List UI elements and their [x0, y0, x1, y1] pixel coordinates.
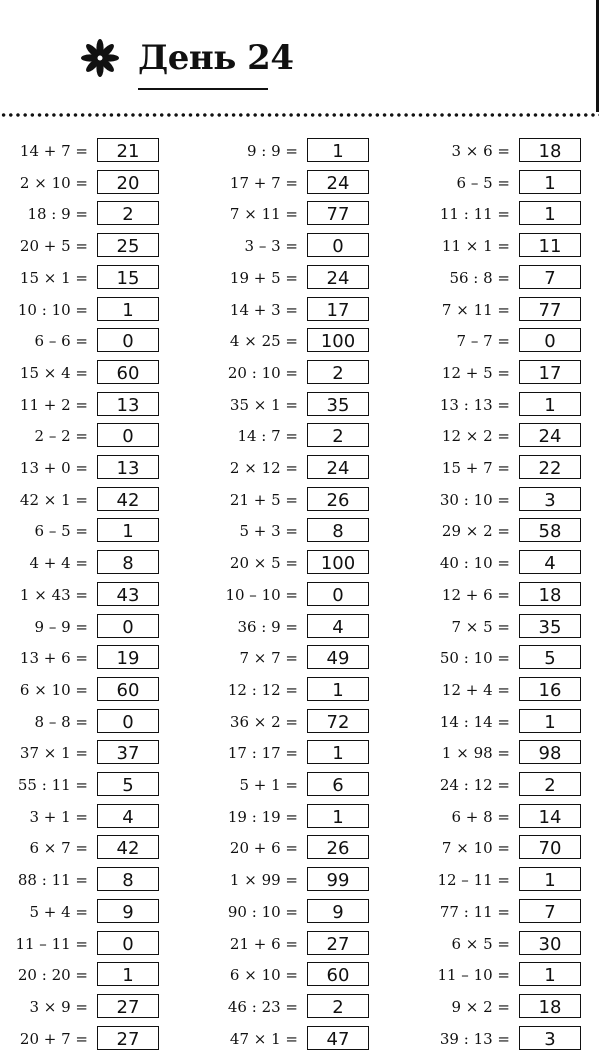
- exercise-row: [422, 929, 592, 957]
- exercise-expression: 1 × 98 =: [441, 744, 510, 763]
- exercise-row: [210, 453, 380, 481]
- exercise-expression: 35 × 1 =: [229, 395, 298, 414]
- exercise-expression: 47 × 1 =: [229, 1029, 298, 1048]
- exercise-row: [0, 929, 170, 957]
- exercise-expression: 3 × 9 =: [29, 997, 88, 1016]
- exercise-expression: 6 × 10 =: [229, 966, 298, 985]
- exercise-row: [422, 580, 592, 608]
- exercise-expression: 14 + 7 =: [19, 142, 88, 160]
- answer-box[interactable]: 30: [519, 931, 581, 955]
- exercise-row: [422, 675, 592, 703]
- exercise-row: [210, 516, 380, 544]
- answer-box[interactable]: 15: [97, 265, 159, 289]
- exercise-expression: 50 : 10 =: [439, 649, 510, 668]
- exercise-expression: 40 : 10 =: [439, 554, 510, 573]
- answer-box[interactable]: 37: [97, 740, 159, 764]
- exercise-expression: 14 : 7 =: [237, 427, 298, 446]
- exercise-expression: 15 + 7 =: [441, 459, 510, 477]
- exercise-expression: 12 + 4 =: [441, 680, 510, 699]
- exercise-expression: 19 : 19 =: [227, 807, 298, 826]
- exercise-row: [0, 897, 170, 925]
- answer-box[interactable]: 25: [97, 233, 159, 257]
- exercise-expression: 5 + 3 =: [239, 522, 298, 541]
- exercise-row: [0, 580, 170, 608]
- exercise-row: [210, 199, 380, 227]
- exercise-row: [422, 770, 592, 798]
- exercise-row: [0, 390, 170, 418]
- dotted-divider: [0, 112, 599, 118]
- answer-box[interactable]: 1: [307, 677, 369, 701]
- answer-box[interactable]: 1: [519, 392, 581, 416]
- exercise-expression: 36 : 9 =: [237, 617, 298, 636]
- exercise-row: [422, 263, 592, 291]
- exercise-row: [210, 929, 380, 957]
- answer-box[interactable]: 8: [97, 867, 159, 891]
- exercise-expression: 39 : 13 =: [439, 1029, 510, 1048]
- answer-box[interactable]: 1: [307, 804, 369, 828]
- exercise-expression: 55 : 11 =: [17, 776, 88, 794]
- title-underline: [138, 88, 268, 90]
- exercise-expression: 4 × 25 =: [229, 332, 298, 351]
- exercise-row: [210, 897, 380, 925]
- exercise-expression: 12 + 6 =: [441, 585, 510, 604]
- exercise-row: [422, 612, 592, 640]
- answer-box[interactable]: 0: [97, 614, 159, 638]
- exercise-expression: 6 – 5 =: [34, 522, 88, 541]
- answer-box[interactable]: 27: [97, 1026, 159, 1050]
- answer-box[interactable]: 8: [97, 550, 159, 574]
- answer-box[interactable]: 18: [519, 582, 581, 606]
- exercise-expression: 20 + 6 =: [229, 839, 298, 858]
- exercise-expression: 77 : 11 =: [439, 902, 510, 921]
- answer-box[interactable]: 2: [519, 772, 581, 796]
- exercise-row: [0, 738, 170, 766]
- exercise-expression: 20 : 20 =: [17, 966, 88, 985]
- answer-box[interactable]: 16: [519, 677, 581, 701]
- exercise-row: [210, 865, 380, 893]
- answer-box[interactable]: 24: [307, 265, 369, 289]
- exercise-expression: 7 × 11 =: [441, 300, 510, 319]
- answer-box[interactable]: 27: [307, 931, 369, 955]
- answer-box[interactable]: 0: [97, 328, 159, 352]
- answer-box[interactable]: 20: [97, 170, 159, 194]
- exercise-row: [0, 992, 170, 1020]
- exercise-expression: 21 + 6 =: [229, 934, 298, 953]
- exercise-row: [422, 643, 592, 671]
- exercise-row: [210, 833, 380, 861]
- answer-box[interactable]: 60: [97, 677, 159, 701]
- exercise-row: [0, 168, 170, 196]
- answer-box[interactable]: 13: [97, 455, 159, 479]
- answer-box[interactable]: 4: [307, 614, 369, 638]
- answer-box[interactable]: 5: [519, 645, 581, 669]
- exercise-row: [0, 960, 170, 988]
- exercise-expression: 18 : 9 =: [27, 205, 88, 224]
- exercise-row: [422, 802, 592, 830]
- exercise-row: [0, 295, 170, 323]
- exercise-expression: 3 – 3 =: [244, 237, 298, 256]
- exercise-row: [422, 199, 592, 227]
- exercise-row: [210, 326, 380, 354]
- exercise-row: [0, 1024, 170, 1052]
- exercise-expression: 37 × 1 =: [19, 744, 88, 763]
- exercise-row: [422, 897, 592, 925]
- answer-box[interactable]: 7: [519, 899, 581, 923]
- exercise-expression: 90 : 10 =: [227, 902, 298, 921]
- answer-box[interactable]: 1: [97, 962, 159, 986]
- answer-box[interactable]: 100: [307, 550, 369, 574]
- answer-box[interactable]: 42: [97, 487, 159, 511]
- exercise-row: [0, 231, 170, 259]
- answer-box[interactable]: 99: [307, 867, 369, 891]
- answer-box[interactable]: 19: [97, 645, 159, 669]
- exercise-row: [210, 770, 380, 798]
- exercise-expression: 12 : 12 =: [227, 680, 298, 699]
- exercise-row: [0, 485, 170, 513]
- exercise-row: [0, 453, 170, 481]
- answer-box[interactable]: 60: [97, 360, 159, 384]
- exercise-row: [0, 136, 170, 164]
- answer-box[interactable]: 2: [307, 360, 369, 384]
- exercise-row: [422, 326, 592, 354]
- answer-box[interactable]: 1: [97, 297, 159, 321]
- answer-box[interactable]: 5: [97, 772, 159, 796]
- answer-box[interactable]: 1: [307, 740, 369, 764]
- exercise-expression: 2 – 2 =: [34, 427, 88, 446]
- exercise-row: [422, 738, 592, 766]
- exercise-expression: 9 – 9 =: [34, 617, 88, 636]
- answer-box[interactable]: 1: [519, 201, 581, 225]
- exercise-row: [422, 960, 592, 988]
- exercise-expression: 42 × 1 =: [19, 490, 88, 509]
- exercise-expression: 17 : 17 =: [227, 744, 298, 763]
- exercise-row: [210, 1024, 380, 1052]
- exercise-row: [422, 992, 592, 1020]
- exercise-expression: 13 : 13 =: [439, 395, 510, 414]
- answer-box[interactable]: 24: [307, 170, 369, 194]
- exercise-expression: 1 × 99 =: [229, 871, 298, 890]
- exercise-expression: 20 + 7 =: [19, 1029, 88, 1048]
- exercise-row: [210, 231, 380, 259]
- exercise-row: [0, 516, 170, 544]
- answer-box[interactable]: 60: [307, 962, 369, 986]
- exercise-expression: 56 : 8 =: [449, 268, 510, 287]
- exercise-row: [0, 612, 170, 640]
- exercise-row: [0, 326, 170, 354]
- answer-box[interactable]: 58: [519, 518, 581, 542]
- exercise-row: [210, 992, 380, 1020]
- exercise-expression: 2 × 10 =: [19, 173, 88, 192]
- page-header: [0, 0, 599, 112]
- answer-box[interactable]: 26: [307, 835, 369, 859]
- exercise-grid: [0, 136, 599, 1056]
- answer-box[interactable]: 1: [519, 170, 581, 194]
- exercise-expression: 2 × 12 =: [229, 459, 298, 477]
- exercise-expression: 8 – 8 =: [34, 712, 88, 731]
- exercise-expression: 15 × 1 =: [19, 268, 88, 287]
- answer-box[interactable]: 6: [307, 772, 369, 796]
- exercise-expression: 20 : 10 =: [227, 363, 298, 382]
- answer-box[interactable]: 77: [307, 201, 369, 225]
- answer-box[interactable]: 35: [519, 614, 581, 638]
- answer-box[interactable]: 100: [307, 328, 369, 352]
- exercise-row: [210, 802, 380, 830]
- answer-box[interactable]: 3: [519, 1026, 581, 1050]
- exercise-expression: 12 × 2 =: [441, 427, 510, 446]
- exercise-expression: 11 : 11 =: [439, 205, 510, 224]
- exercise-expression: 7 × 5 =: [451, 617, 510, 636]
- exercise-row: [422, 516, 592, 544]
- answer-box[interactable]: 9: [307, 899, 369, 923]
- exercise-row: [422, 421, 592, 449]
- answer-box[interactable]: 4: [519, 550, 581, 574]
- exercise-expression: 1 × 43 =: [19, 585, 88, 604]
- exercise-expression: 11 – 10 =: [437, 966, 510, 985]
- exercise-expression: 29 × 2 =: [441, 522, 510, 541]
- answer-box[interactable]: 14: [519, 804, 581, 828]
- exercise-row: [422, 358, 592, 386]
- exercise-row: [422, 295, 592, 323]
- exercise-expression: 12 – 11 =: [437, 871, 510, 890]
- answer-box[interactable]: 0: [307, 582, 369, 606]
- answer-box[interactable]: 8: [307, 518, 369, 542]
- exercise-expression: 20 + 5 =: [19, 237, 88, 256]
- exercise-row: [0, 421, 170, 449]
- answer-box[interactable]: 2: [97, 201, 159, 225]
- exercise-expression: 12 + 5 =: [441, 363, 510, 382]
- exercise-expression: 6 + 8 =: [451, 807, 510, 826]
- exercise-row: [422, 1024, 592, 1052]
- exercise-expression: 20 × 5 =: [229, 554, 298, 573]
- exercise-row: [210, 136, 380, 164]
- exercise-expression: 14 + 3 =: [229, 300, 298, 319]
- answer-box[interactable]: 11: [519, 233, 581, 257]
- exercise-row: [210, 295, 380, 323]
- answer-box[interactable]: 22: [519, 455, 581, 479]
- exercise-expression: 15 × 4 =: [19, 363, 88, 382]
- answer-box[interactable]: 1: [519, 962, 581, 986]
- exercise-row: [210, 168, 380, 196]
- exercise-row: [422, 548, 592, 576]
- answer-box[interactable]: 13: [97, 392, 159, 416]
- answer-box[interactable]: 24: [519, 423, 581, 447]
- exercise-expression: 5 + 4 =: [29, 902, 88, 921]
- exercise-row: [210, 738, 380, 766]
- exercise-expression: 46 : 23 =: [227, 997, 298, 1016]
- exercise-expression: 3 + 1 =: [29, 807, 88, 826]
- answer-box[interactable]: 1: [97, 518, 159, 542]
- exercise-row: [210, 643, 380, 671]
- exercise-row: [210, 485, 380, 513]
- answer-box[interactable]: 2: [307, 994, 369, 1018]
- exercise-row: [210, 675, 380, 703]
- answer-box[interactable]: 18: [519, 994, 581, 1018]
- exercise-row: [210, 421, 380, 449]
- exercise-expression: 30 : 10 =: [439, 490, 510, 509]
- answer-box[interactable]: 9: [97, 899, 159, 923]
- exercise-row: [0, 199, 170, 227]
- exercise-expression: 14 : 14 =: [439, 712, 510, 731]
- exercise-row: [0, 643, 170, 671]
- exercise-row: [0, 707, 170, 735]
- exercise-row: [422, 707, 592, 735]
- answer-box[interactable]: 0: [519, 328, 581, 352]
- exercise-row: [210, 390, 380, 418]
- exercise-row: [422, 865, 592, 893]
- exercise-row: [210, 960, 380, 988]
- exercise-row: [0, 675, 170, 703]
- exercise-expression: 13 + 0 =: [19, 459, 88, 477]
- answer-box[interactable]: 24: [307, 455, 369, 479]
- exercise-expression: 10 : 10 =: [17, 300, 88, 319]
- exercise-expression: 11 – 11 =: [15, 934, 88, 953]
- exercise-expression: 6 – 5 =: [456, 173, 510, 192]
- exercise-expression: 36 × 2 =: [229, 712, 298, 731]
- exercise-expression: 88 : 11 =: [17, 871, 88, 890]
- asterisk-flower-icon: [80, 38, 120, 78]
- exercise-expression: 9 × 2 =: [451, 997, 510, 1016]
- exercise-expression: 19 + 5 =: [229, 268, 298, 287]
- exercise-row: [422, 453, 592, 481]
- exercise-expression: 6 × 10 =: [19, 680, 88, 699]
- answer-box[interactable]: 2: [307, 423, 369, 447]
- answer-box[interactable]: 98: [519, 740, 581, 764]
- exercise-expression: 21 + 5 =: [229, 490, 298, 509]
- answer-box[interactable]: 0: [97, 423, 159, 447]
- exercise-expression: 11 + 2 =: [19, 395, 88, 414]
- exercise-expression: 9 : 9 =: [246, 142, 298, 160]
- exercise-expression: 5 + 1 =: [239, 776, 298, 794]
- answer-box[interactable]: 43: [97, 582, 159, 606]
- exercise-expression: 24 : 12 =: [439, 776, 510, 794]
- exercise-expression: 6 × 7 =: [29, 839, 88, 858]
- exercise-expression: 7 × 10 =: [441, 839, 510, 858]
- exercise-row: [422, 390, 592, 418]
- exercise-row: [210, 263, 380, 291]
- exercise-expression: 7 × 11 =: [229, 205, 298, 224]
- exercise-row: [422, 833, 592, 861]
- exercise-row: [0, 263, 170, 291]
- exercise-row: [422, 231, 592, 259]
- exercise-expression: 7 – 7 =: [456, 332, 510, 351]
- answer-box[interactable]: 0: [97, 709, 159, 733]
- answer-box[interactable]: 49: [307, 645, 369, 669]
- exercise-row: [210, 580, 380, 608]
- answer-box[interactable]: 42: [97, 835, 159, 859]
- answer-box[interactable]: 1: [519, 709, 581, 733]
- exercise-row: [210, 548, 380, 576]
- exercise-row: [210, 612, 380, 640]
- exercise-expression: 17 + 7 =: [229, 173, 298, 192]
- answer-box[interactable]: 72: [307, 709, 369, 733]
- exercise-expression: 10 – 10 =: [225, 585, 298, 604]
- exercise-expression: 6 – 6 =: [34, 332, 88, 351]
- answer-box[interactable]: 17: [519, 360, 581, 384]
- page-title: День 24: [138, 38, 294, 78]
- exercise-row: [0, 802, 170, 830]
- answer-box[interactable]: 0: [97, 931, 159, 955]
- exercise-expression: 11 × 1 =: [441, 237, 510, 256]
- exercise-row: [422, 485, 592, 513]
- exercise-expression: 7 × 7 =: [239, 649, 298, 668]
- exercise-row: [0, 833, 170, 861]
- answer-box[interactable]: 0: [307, 233, 369, 257]
- answer-box[interactable]: 77: [519, 297, 581, 321]
- exercise-row: [0, 865, 170, 893]
- answer-box[interactable]: 18: [519, 138, 581, 162]
- exercise-row: [210, 358, 380, 386]
- answer-box[interactable]: 35: [307, 392, 369, 416]
- exercise-row: [0, 548, 170, 576]
- answer-box[interactable]: 47: [307, 1026, 369, 1050]
- answer-box[interactable]: 17: [307, 297, 369, 321]
- exercise-row: [0, 770, 170, 798]
- answer-box[interactable]: 27: [97, 994, 159, 1018]
- exercise-expression: 13 + 6 =: [19, 649, 88, 668]
- answer-box[interactable]: 21: [97, 138, 159, 162]
- exercise-row: [422, 168, 592, 196]
- exercise-row: [0, 358, 170, 386]
- answer-box[interactable]: 4: [97, 804, 159, 828]
- exercise-row: [422, 136, 592, 164]
- answer-box[interactable]: 7: [519, 265, 581, 289]
- answer-box[interactable]: 1: [307, 138, 369, 162]
- answer-box[interactable]: 26: [307, 487, 369, 511]
- exercise-expression: 4 + 4 =: [29, 554, 88, 573]
- answer-box[interactable]: 70: [519, 835, 581, 859]
- exercise-row: [210, 707, 380, 735]
- answer-box[interactable]: 3: [519, 487, 581, 511]
- exercise-expression: 6 × 5 =: [451, 934, 510, 953]
- answer-box[interactable]: 1: [519, 867, 581, 891]
- exercise-expression: 3 × 6 =: [451, 142, 510, 160]
